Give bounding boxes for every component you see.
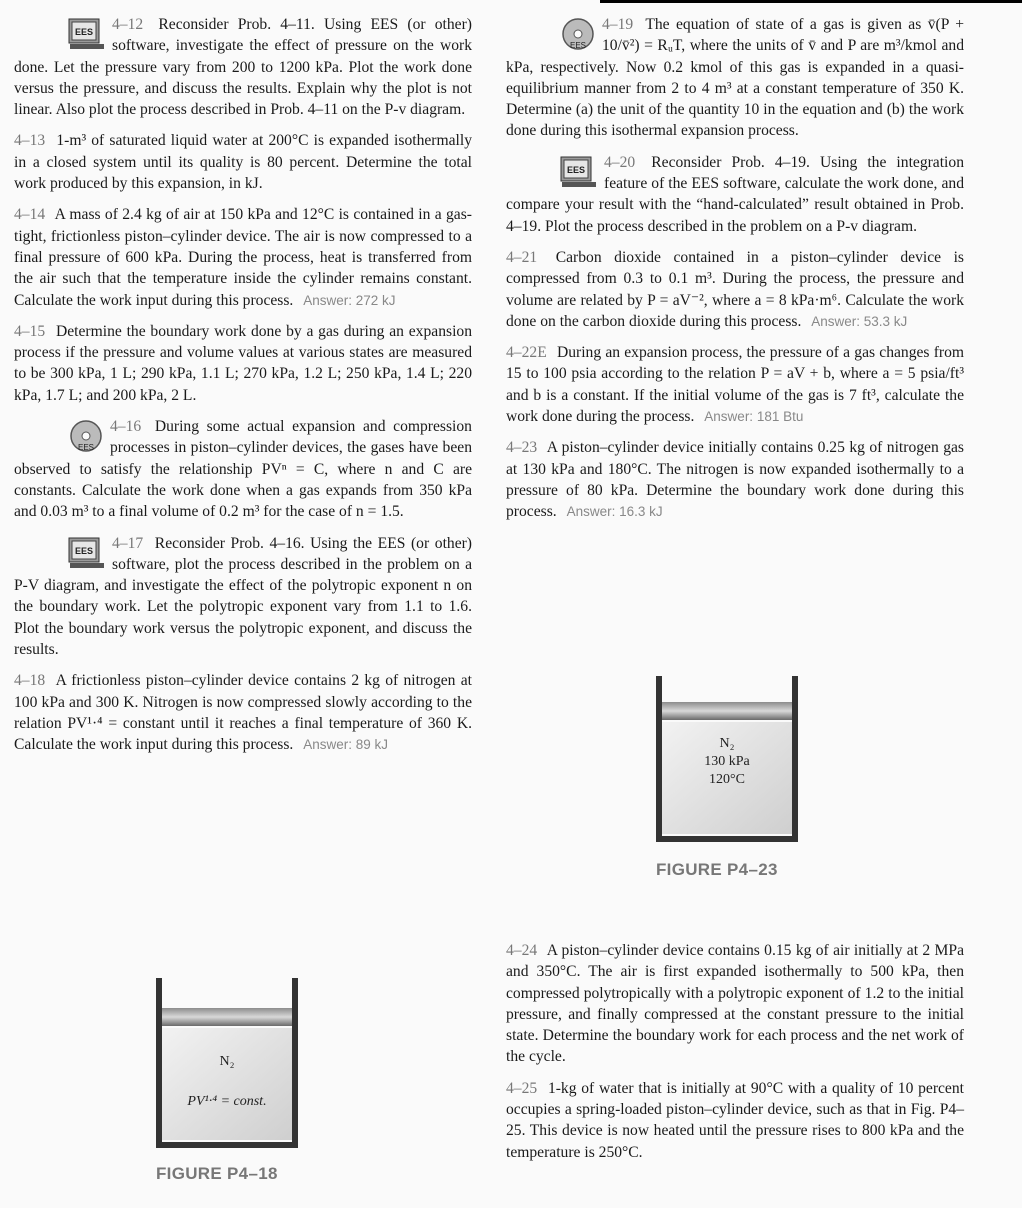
problem-text: A mass of 2.4 kg of air at 150 kPa and 12°C is contained in a gas-tight, frictionless piston–cylinder device. The air is now compressed to a final pressure of 600 kPa. During the process, heat is transferred from the air such that the temperature inside the cylinder remains constant. Calculate the work input during this process. — [14, 206, 472, 309]
problem-text: A piston–cylinder device initially contains 0.25 kg of nitrogen gas at 130 kPa and 180°C. The nitrogen is now expanded isothermally to a pressure of 80 kPa. Determine the boundary work done during this process. — [506, 439, 964, 521]
problem-4-12 — [14, 14, 472, 120]
problem-text: A frictionless piston–cylinder device contains 2 kg of nitrogen at 100 kPa and 300 K. Nitrogen is now compressed slowly according to the relation PV¹·⁴ = constant until it reaches a final temperature of 360 K. Calculate the work input during this process. — [14, 672, 472, 754]
problem-text: Carbon dioxide contained in a piston–cylinder device is compressed from 0.3 to 0.1 m³. During the process, the pressure and volume are related by P = aV⁻², where a = 8 kPa·m⁶. Calculate the work done on the carbon dioxide during this process. — [506, 248, 964, 330]
ees-disc-icon — [560, 16, 596, 52]
problem-4-24 — [506, 940, 964, 1068]
problem-number: 4–16 — [110, 418, 142, 436]
problem-number: 4–22E — [506, 344, 547, 362]
problem-text: During an expansion process, the pressure of a gas changes from 15 to 100 psia according to the relation P = aV + b, where a = 5 psia/ft³ and b is a constant. If the initial volume of the gas is 7 ft³, calculate the work done during the process. — [506, 344, 965, 426]
problem-text: 1-kg of water that is initially at 90°C with a quality of 10 percent occupies a spring-loaded piston–cylinder device, such as that in Fig. P4–25. This device is now heated until the pressure rises to 800 kPa and the temperature is 250°C. — [506, 1079, 964, 1161]
ees-icon — [560, 156, 598, 188]
problem-4-15 — [14, 321, 472, 406]
left-column — [14, 14, 472, 766]
problem-4-21 — [506, 247, 964, 332]
problem-number: 4–25 — [506, 1079, 538, 1097]
answer: Answer: 89 kJ — [303, 737, 389, 753]
top-rule — [600, 0, 1022, 3]
ees-icon — [68, 537, 106, 569]
answer: Answer: 181 Btu — [704, 409, 804, 425]
problem-number: 4–18 — [14, 672, 46, 690]
problem-number: 4–24 — [506, 942, 538, 959]
pressure-label: 130 kPa — [704, 754, 750, 769]
problem-number: 4–13 — [14, 132, 46, 150]
problem-text: Reconsider Prob. 4–19. Using the integration feature of the EES software, calculate the work done, and compare your result with the “hand-calculated” result obtained in Prob. 4–19. Plot the process described in the problem on a P-v diagram. — [506, 153, 964, 235]
problem-number: 4–12 — [112, 16, 144, 33]
problem-number: 4–15 — [14, 322, 46, 340]
problem-4-13 — [14, 130, 472, 194]
right-column-top — [506, 14, 964, 533]
problem-number: 4–14 — [14, 206, 46, 224]
problem-4-23 — [506, 437, 964, 522]
svg-text:EES: EES — [570, 41, 587, 50]
answer: Answer: 272 kJ — [303, 292, 396, 308]
problem-4-20 — [506, 152, 964, 237]
problem-number: 4–17 — [112, 534, 144, 552]
ees-disc-icon — [68, 418, 104, 454]
problem-text: Determine the boundary work done by a gas during an expansion process if the pressure and volume values at various states are measured to be 300 kPa, 1 L; 290 kPa, 1.1 L; 270 kPa, 1.2 L; 250 kPa, 1.4 L; 220 kPa, 1.7 L; and 200 kPa, 2 L. — [14, 322, 472, 404]
problem-number: 4–20 — [604, 153, 636, 171]
right-column-bottom — [506, 940, 964, 1173]
answer: Answer: 53.3 kJ — [811, 313, 908, 329]
problem-text: During some actual expansion and compression processes in piston–cylinder devices, the gases have been observed to satisfy the relationship PVⁿ = C, where n and C are constants. Calculate the work done when a gas expands from 350 kPa and 0.03 m³ to a final volume of 0.2 m³ for the case of n = 1.5. — [14, 418, 472, 521]
problem-text: Reconsider Prob. 4–11. Using EES (or other) software, investigate the effect of pressure on the work done. Let the pressure vary from 200 to 1200 kPa. Plot the work done versus the pressure, and discuss the results. Explain why the plot is not linear. Also plot the process described in Prob. 4–11 on the P-v diagram. — [14, 16, 472, 119]
svg-text:EES: EES — [75, 27, 94, 37]
answer: Answer: 16.3 kJ — [566, 504, 663, 520]
figure-p4-18 — [156, 978, 298, 1148]
problem-4-14 — [14, 204, 472, 310]
problem-number: 4–19 — [602, 16, 634, 33]
problem-4-19 — [506, 14, 964, 142]
figure-caption: FIGURE P4–23 — [656, 860, 778, 879]
svg-text:EES: EES — [75, 545, 94, 556]
problem-4-18 — [14, 670, 472, 755]
temperature-label: 120°C — [709, 772, 745, 787]
problem-text: 1-m³ of saturated liquid water at 200°C is expanded isothermally in a closed system until its quality is 80 percent. Determine the total work produced by this expansion, in kJ. — [14, 132, 472, 193]
problem-4-25 — [506, 1078, 964, 1163]
relation-label: PV¹·⁴ = const. — [187, 1094, 267, 1109]
svg-text:EES: EES — [567, 164, 586, 175]
figure-p4-23 — [656, 676, 798, 842]
ees-icon — [68, 18, 106, 50]
problem-text: A piston–cylinder device contains 0.15 kg of air initially at 2 MPa and 350°C. The air is first expanded isothermally to 500 kPa, then compressed polytropically with a polytropic exponent of 1.2 to the initial pressure, and finally compressed at the constant pressure to the initial state. Determine the boundary work for each process and the net work of the cycle. — [506, 942, 964, 1066]
problem-4-17 — [14, 533, 472, 661]
problem-4-22E — [506, 342, 964, 427]
problem-number: 4–21 — [506, 248, 538, 266]
problem-4-16 — [14, 416, 472, 522]
problem-text: The equation of state of a gas is given as v̄(P + 10/v̄²) = RᵤT, where the units of v̄ and P are m³/kmol and kPa, respectively. Now 0.2 kmol of this gas is expanded in a quasi-equilibrium manner from 2 to 4 m³ at a constant temperature of 350 K. Determine (a) the unit of the quantity 10 in the equation and (b) the work done during this isothermal expansion process. — [506, 16, 964, 140]
svg-text:EES: EES — [78, 443, 95, 453]
problem-number: 4–23 — [506, 439, 538, 457]
gas-label: N₂ — [719, 736, 735, 751]
problem-text: Reconsider Prob. 4–16. Using the EES (or other) software, plot the process described in the problem on a P-V diagram, and investigate the effect of the polytropic exponent n on the boundary work. Let the polytropic exponent vary from 1.1 to 1.6. Plot the boundary work versus the polytropic exponent, and discuss the results. — [14, 534, 473, 659]
gas-label: N₂ — [219, 1054, 235, 1069]
figure-caption: FIGURE P4–18 — [156, 1164, 278, 1183]
